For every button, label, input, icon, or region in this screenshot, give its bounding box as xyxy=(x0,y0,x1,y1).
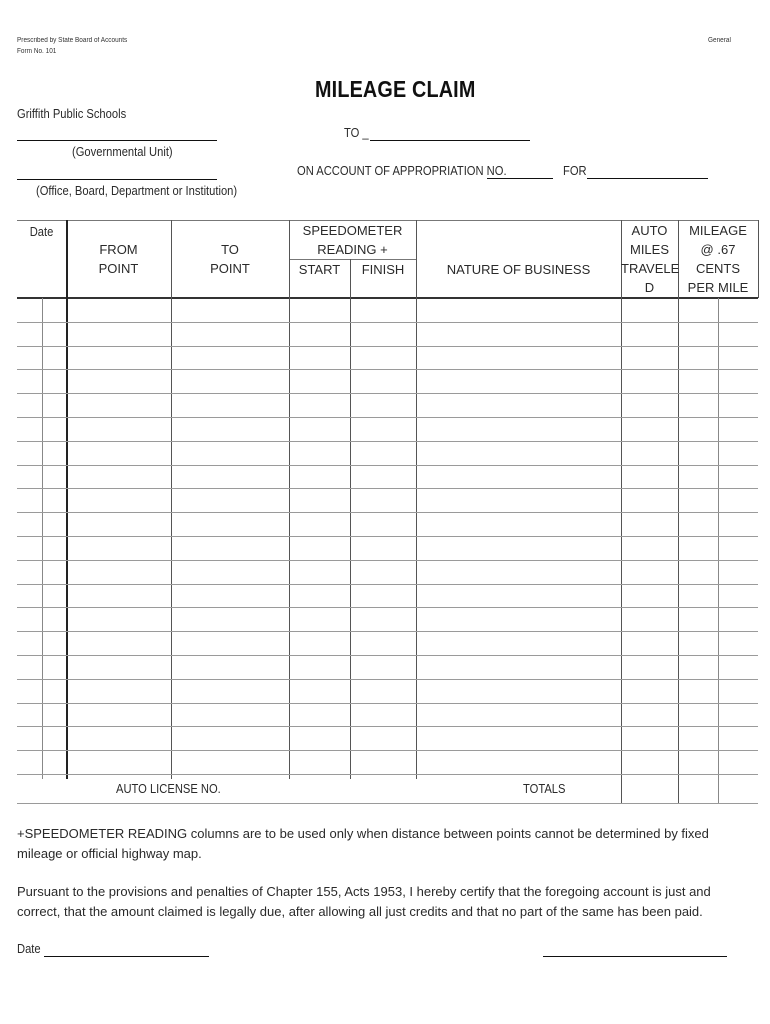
header-finish: FINISH xyxy=(361,262,405,277)
header-speedometer: SPEEDOMETER READING + xyxy=(302,223,403,257)
to-label: TO _ xyxy=(344,125,369,140)
speedometer-footnote: +SPEEDOMETER READING columns are to be used only when distance between points cannot be determined by fixed mileage or official highway map. xyxy=(17,826,709,861)
table-row[interactable] xyxy=(17,631,758,632)
mileage-split-line xyxy=(718,298,719,804)
office-label: (Office, Board, Department or Institution) xyxy=(36,183,238,198)
col-divider-from xyxy=(171,220,172,779)
header-mileage: MILEAGE @ .67 CENTS PER MILE xyxy=(687,223,749,295)
office-line xyxy=(17,179,217,180)
table-row[interactable] xyxy=(17,774,758,775)
table-bottom-border xyxy=(17,803,758,804)
table-row[interactable] xyxy=(17,465,758,466)
for-field[interactable] xyxy=(587,178,708,179)
header-from: FROM POINT xyxy=(98,242,139,276)
header-nature: NATURE OF BUSINESS xyxy=(446,262,591,277)
prescribed-text: Prescribed by State Board of Accounts xyxy=(17,37,128,44)
table-row[interactable] xyxy=(17,417,758,418)
table-row[interactable] xyxy=(17,346,758,347)
table-row[interactable] xyxy=(17,584,758,585)
header-start: START xyxy=(298,262,341,277)
table-row[interactable] xyxy=(17,393,758,394)
table-row[interactable] xyxy=(17,655,758,656)
table-row[interactable] xyxy=(17,441,758,442)
header-miles: AUTO MILES TRAVELE D xyxy=(621,223,680,295)
table-header-border xyxy=(17,297,758,299)
header-to: TO POINT xyxy=(210,242,250,276)
page-title: MILEAGE CLAIM xyxy=(315,76,476,102)
certification-text: Pursuant to the provisions and penalties of Chapter 155, Acts 1953, I hereby certify that the foregoing account is just and correct, that the amount claimed is legally due, after allowing all just credits and that no part of the same has been paid. xyxy=(17,884,711,919)
signature-field[interactable] xyxy=(543,956,727,957)
table-row[interactable] xyxy=(17,560,758,561)
appropriation-field[interactable] xyxy=(487,178,553,179)
header-date: Date xyxy=(29,224,54,239)
table-row[interactable] xyxy=(17,512,758,513)
col-divider-finish xyxy=(416,220,417,779)
table-row[interactable] xyxy=(17,536,758,537)
totals-label: TOTALS xyxy=(523,781,566,796)
col-divider-to xyxy=(289,220,290,779)
date-split-line xyxy=(42,298,43,779)
auto-license-label: AUTO LICENSE NO. xyxy=(116,781,221,796)
for-label: FOR xyxy=(563,163,587,178)
date-field[interactable] xyxy=(44,956,209,957)
general-text: General xyxy=(708,37,731,44)
table-row[interactable] xyxy=(17,726,758,727)
gov-unit-label: (Governmental Unit) xyxy=(72,144,173,159)
date-label: Date xyxy=(17,941,41,956)
table-row[interactable] xyxy=(17,322,758,323)
unit-name: Griffith Public Schools xyxy=(17,106,127,121)
to-field[interactable] xyxy=(370,140,530,141)
table-row[interactable] xyxy=(17,703,758,704)
table-row[interactable] xyxy=(17,607,758,608)
table-right-border xyxy=(758,220,759,298)
form-number: Form No. 101 xyxy=(17,48,57,55)
table-row[interactable] xyxy=(17,369,758,370)
table-row[interactable] xyxy=(17,750,758,751)
table-row[interactable] xyxy=(17,488,758,489)
appropriation-label: ON ACCOUNT OF APPROPRIATION NO. xyxy=(297,163,507,178)
gov-unit-line xyxy=(17,140,217,141)
table-row[interactable] xyxy=(17,679,758,680)
col-divider-start xyxy=(350,259,351,779)
col-divider-date xyxy=(66,220,68,779)
